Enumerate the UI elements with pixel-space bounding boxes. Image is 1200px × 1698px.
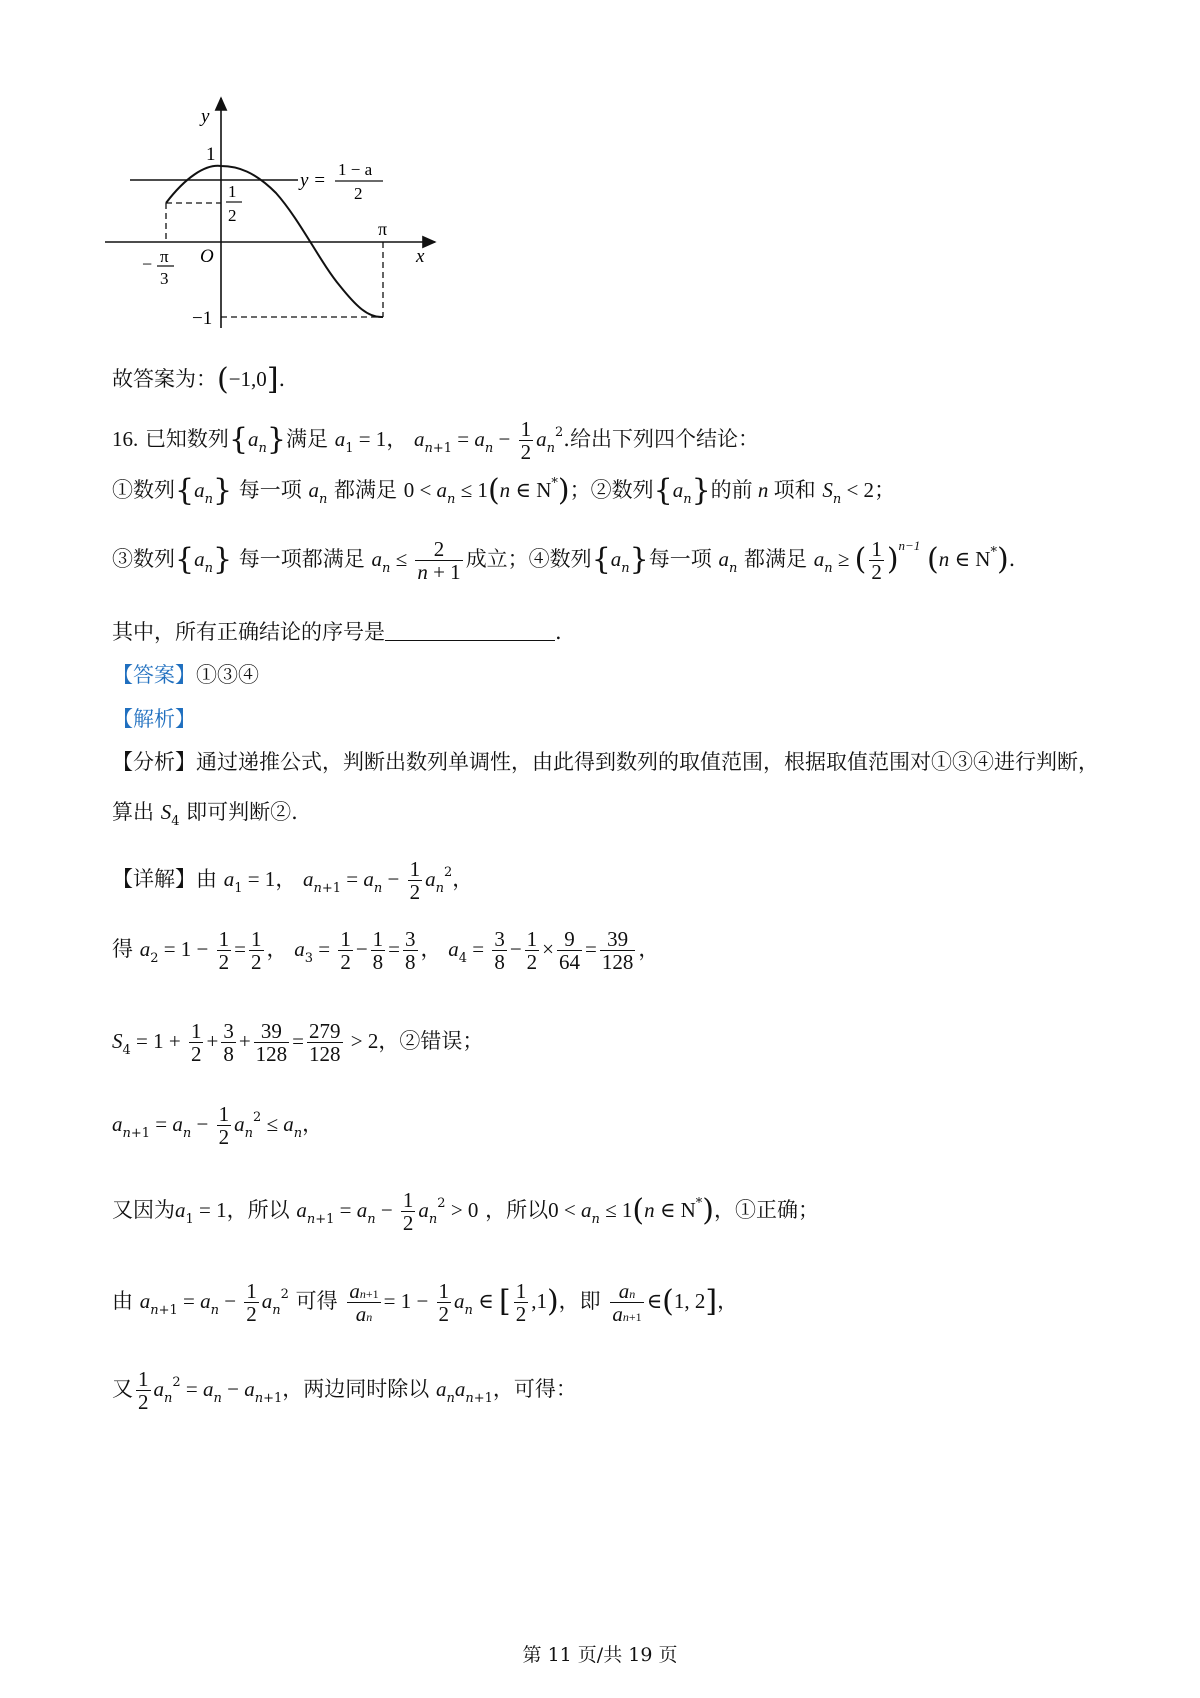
q16-c1-e: 的前 — [710, 478, 753, 502]
detail-line-3: $S_4 = 1$ + $\frac{1}{2}$ + $\frac{3}{8}$ + $\frac{39}{128}$ = $\frac{279}{128}$ > 2，②错误； — [112, 1019, 484, 1067]
y-axis-label: y — [201, 106, 210, 127]
line-label-den: 2 — [354, 184, 363, 203]
q16-c1-a: ①数列 — [112, 478, 175, 502]
q16-c3-d: 每一项 — [648, 547, 712, 572]
fenxi-line-1 — [112, 752, 1099, 773]
detail-line-1: 【详解】由 $a_1 = 1$， $a_{n+1} = a_n$ − $\frac{1}{2}$ $a_n^2$， — [112, 857, 474, 905]
tick-neg-pi3-den: 3 — [160, 269, 169, 288]
prev-answer-prefix: 故答案为： — [112, 367, 217, 391]
detail-line-2: 得 $a_2 = 1$ − $\frac{1}{2}$ = $\frac{1}{2}$ ， $a_3$ = $\frac{1}{2}$ − $\frac{1}{8}$ = $\frac{3}{8}$ ， $a_4$ = $\frac{3}{8}$ − $\frac{1}{2}$ × $\frac{9}{64}$ = $\frac{39}{128}$ ， — [112, 927, 660, 975]
q16-ask — [112, 622, 562, 643]
q16-intro-c: .给出下列四个结论： — [563, 427, 759, 452]
q16-c3-a: ③数列 — [112, 547, 175, 572]
detail-l7-c: ，可得： — [492, 1377, 577, 1402]
tick-pi: π — [378, 219, 388, 239]
q16-c1-d: ；②数列 — [569, 478, 654, 502]
detail-l6-a: 由 — [112, 1289, 133, 1314]
detail-l7-b: ，两边同时除以 — [282, 1377, 430, 1402]
q16-intro: 16. 已知数列$\{a_n\}$满足 $a_1 = 1$， $a_{n+1} = a_n$ − $\frac{1}{2}$ $a_n^2$.给出下列四个结论： — [112, 417, 759, 465]
q16-c1-f: 项和 — [773, 478, 816, 502]
prev-answer-line: 故答案为：(−1,0]. — [112, 362, 286, 397]
answer-blank — [385, 639, 555, 641]
q16-ask-text: 其中，所有正确结论的序号是 — [112, 620, 385, 644]
q16-c3-b: 每一项都满足 — [238, 547, 365, 572]
line-label-lhs: y = — [300, 170, 327, 191]
function-graph — [100, 90, 460, 340]
fenxi-tag: 【分析】 — [112, 750, 196, 774]
tick-neg-one: −1 — [192, 308, 213, 329]
line-label-num: 1 − a — [338, 160, 373, 179]
fenxi-text: 通过递推公式，判断出数列单调性，由此得到数列的取值范围，根据取值范围对①③④进行判断， — [196, 750, 1099, 774]
page-footer — [0, 1640, 1200, 1667]
detail-l5-b: ，所以 — [226, 1198, 290, 1223]
detail-l6-b: 可得 — [295, 1289, 338, 1314]
page-number: 第 11 页/共 19 页 — [522, 1644, 678, 1666]
x-axis-label: x — [416, 246, 425, 267]
tick-one: 1 — [206, 144, 216, 165]
answer-value: ①③④ — [196, 663, 259, 687]
origin-label: O — [200, 246, 214, 267]
answer-line — [112, 665, 259, 686]
fenxi-line-2: 算出 $S_4$ 即可判断②. — [112, 800, 298, 829]
q16-ask-end: . — [555, 620, 562, 644]
tick-half-den: 2 — [228, 206, 237, 225]
detail-l5-d: ，①正确； — [714, 1198, 820, 1223]
prev-answer-value: −1,0 — [228, 367, 267, 391]
detail-l3-tail: ，②错误； — [378, 1029, 484, 1054]
fenxi-text2-b: 即可判断②. — [186, 800, 298, 824]
q16-intro-a: 已知数列 — [144, 427, 229, 452]
analysis-tag: 【解析】 — [112, 707, 196, 731]
detail-l1-a: 由 — [196, 867, 217, 892]
detail-line-4: $a_{n+1} = a_n$ − $\frac{1}{2}$ $a_n^2 \le a_n$， — [112, 1102, 324, 1150]
detail-line-7: 又 $\frac{1}{2}$ $a_n^2 = a_n - a_{n+1}$，两边同时除以 $a_na_{n+1}$，可得： — [112, 1367, 577, 1415]
q16-c3-c: 成立；④数列 — [465, 547, 592, 572]
q16-intro-b: 满足 — [286, 427, 328, 452]
fenxi-text2-a: 算出 — [112, 800, 154, 824]
detail-l6-c: ，即 — [558, 1289, 601, 1314]
q16-conclusion-1-2: ①数列$\{a_n\}$ 每一项 $a_n$ 都满足 $0 < a_n \le 1(n$ ∈ N*)；②数列$\{a_n\}$的前 n 项和 $S_n < 2$； — [112, 473, 896, 508]
detail-line-6: 由 $a_{n+1} = a_n$ − $\frac{1}{2}$ $a_n^2$ 可得 $\frac{an+1}{an}$ = 1 − $\frac{1}{2}$ $a_n$ ∈ [ $\frac{1}{2}$ ,1)，即 $\frac{an}{an+1}$ ∈(1, 2]， — [112, 1279, 739, 1327]
analysis-line — [112, 709, 196, 730]
q16-c1-b: 每一项 — [238, 478, 302, 502]
tick-half-num: 1 — [228, 182, 237, 201]
q16-c3-e: 都满足 — [744, 547, 807, 572]
answer-tag: 【答案】 — [112, 663, 196, 687]
detail-line-5: 又因为$a_1 = 1$，所以 $a_{n+1} = a_n$ − $\frac{1}{2}$ $a_n^2 > 0$ ，所以$0 < a_n \le 1(n$ ∈ N*)，①正确； — [112, 1188, 820, 1236]
q16-c1-c: 都满足 — [334, 478, 397, 502]
question-number: 16. — [112, 427, 139, 452]
detail-l5-c: ，所以 — [485, 1198, 549, 1223]
tick-neg-pi3-minus: − — [142, 254, 153, 274]
q16-conclusion-3-4: ③数列$\{a_n\}$ 每一项都满足 $a_n$ ≤ $\frac{2}{n + 1}$ 成立；④数列$\{a_n\}$每一项 $a_n$ 都满足 $a_n$ ≥ ( $\frac{1}{2}$ )$^{n-1}$ (n ∈ N*). — [112, 537, 1016, 585]
detail-l7-a: 又 — [112, 1377, 133, 1402]
detail-l5-a: 又因为 — [112, 1198, 175, 1223]
detail-l2-a: 得 — [112, 937, 133, 962]
tick-neg-pi3-num: π — [160, 247, 169, 266]
detail-tag: 【详解】 — [112, 867, 196, 892]
